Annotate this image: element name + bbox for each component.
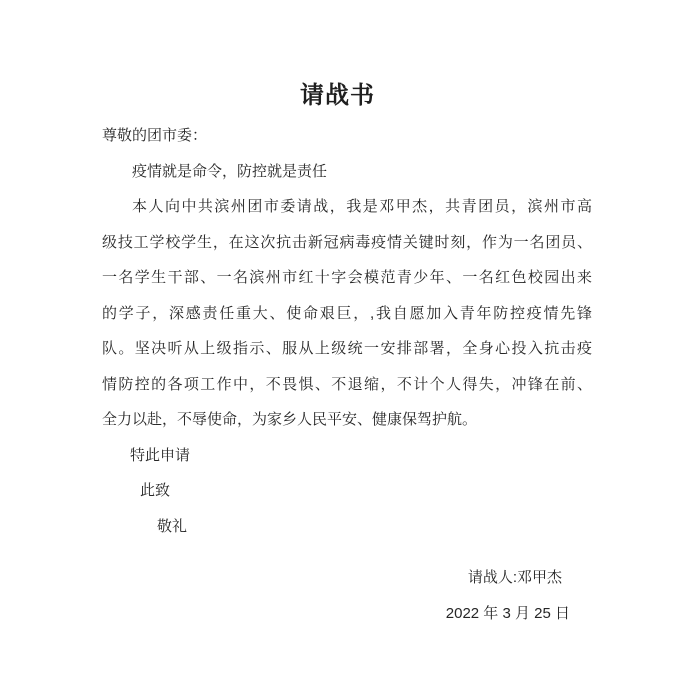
body-line-5: 队。坚决听从上级指示、服从上级统一安排部署，全身心投入抗击疫 — [102, 340, 592, 357]
letter-body — [102, 118, 592, 631]
closing-apply: 特此申请 — [130, 446, 191, 464]
body-line-3: 一名学生干部、一名滨州市红十字会模范青少年、一名红色校园出来 — [102, 269, 592, 286]
body-line-4: 的学子，深感责任重大、使命艰巨，,我自愿加入青年防控疫情先锋 — [102, 304, 592, 322]
date-line: 2022 年 3 月 25 日 — [445, 604, 570, 622]
letter-title: 请战书 — [300, 82, 375, 109]
body-line-1: 本人向中共滨州团市委请战，我是邓甲杰，共青团员，滨州市高 — [132, 198, 592, 215]
salutation: 尊敬的团市委： — [102, 127, 208, 144]
body-line-7: 全力以赴，不辱使命，为家乡人民平安、健康保驾护航。 — [102, 411, 478, 428]
body-line-6: 情防控的各项工作中，不畏惧、不退缩，不计个人得失，冲锋在前、 — [102, 375, 592, 393]
closing-salute: 敬礼 — [157, 517, 188, 535]
signature-line: 请战人:邓甲杰 — [467, 569, 562, 586]
closing-regards: 此致 — [140, 482, 171, 499]
slogan-line: 疫情就是命令，防控就是责任 — [132, 162, 328, 180]
body-line-2: 级技工学校学生，在这次抗击新冠病毒疫情关键时刻，作为一名团员、 — [102, 233, 592, 251]
